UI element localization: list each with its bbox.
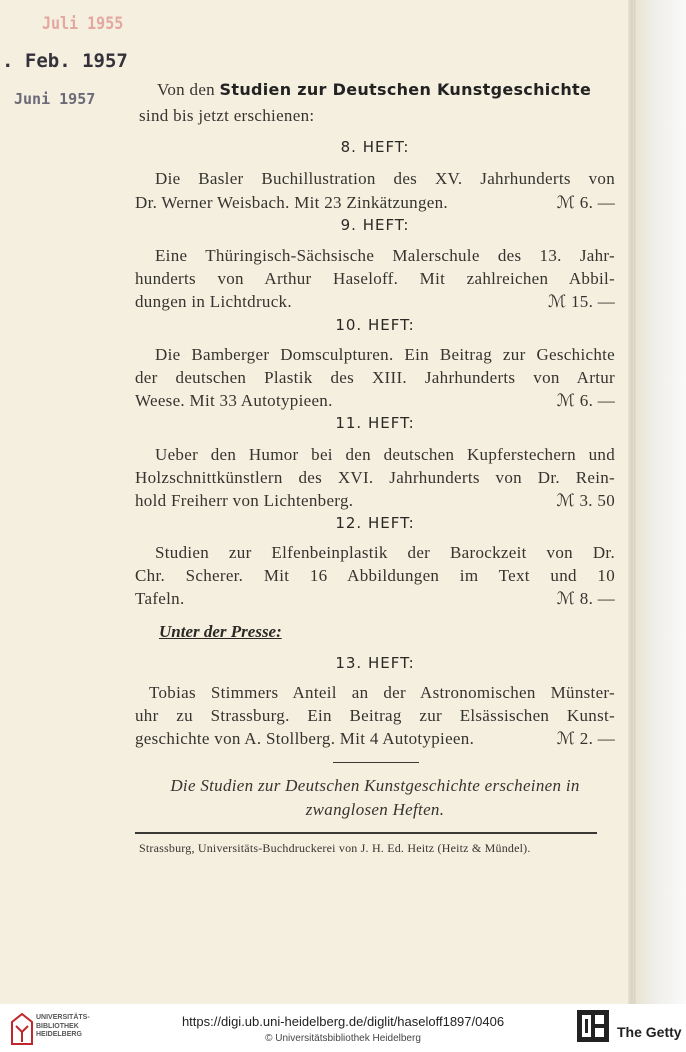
series-title: Studien zur Deutschen Kunstgeschichte [219, 80, 592, 99]
getty-name: The Getty [617, 1024, 682, 1040]
heft-9-price: ℳ 15. — [547, 292, 615, 311]
unter-der-presse-heading: Unter der Presse: [159, 622, 282, 641]
heft-10-text: Weese. Mit 33 Autotypieen. [135, 391, 333, 410]
heft-12-text: Tafeln. [135, 589, 185, 608]
imprint-rule [135, 832, 597, 834]
heft-11-line: Holzschnittkünstlern des XVI. Jahrhunderts von Dr. Rein- [135, 468, 615, 487]
imprint: Strassburg, Universitäts-Buchdruckerei von J. H. Ed. Heitz (Heitz & Mündel). [139, 841, 531, 855]
stamp-feb-1957: . Feb. 1957 [2, 50, 128, 72]
closing-line-2: zwanglosen Heften. [305, 800, 445, 819]
heft-11-price: ℳ 3. 50 [556, 491, 615, 510]
divider-short [333, 762, 419, 763]
heft-8-price: ℳ 6. — [556, 193, 615, 212]
heft-11-heading: 11. HEFT: [335, 414, 415, 432]
intro-prefix: Von den [157, 80, 215, 99]
heft-12-line: Chr. Scherer. Mit 16 Abbildungen im Text und 10 [135, 566, 615, 585]
heft-9-last-line [135, 292, 615, 312]
heft-13-price: ℳ 2. — [556, 729, 615, 748]
intro-line-2: sind bis jetzt erschienen: [139, 106, 315, 125]
heft-12-last-line [135, 589, 615, 609]
heft-13-last-line [135, 729, 615, 749]
getty-logo-icon [577, 1010, 609, 1042]
ub-name-line: HEIDELBERG [36, 1031, 82, 1038]
heft-10-last-line [135, 391, 615, 411]
closing-line-1: Die Studien zur Deutschen Kunstgeschichte erscheinen in [170, 776, 580, 795]
heft-11-line: Ueber den Humor bei den deutschen Kupferstechern und [155, 445, 615, 464]
heft-13-line: uhr zu Strassburg. Ein Beitrag zur Elsässischen Kunst- [135, 706, 615, 725]
heft-10-line: Die Bamberger Domsculpturen. Ein Beitrag zur Geschichte [155, 345, 615, 364]
heft-9-text: dungen in Lichtdruck. [135, 292, 292, 311]
getty-logo[interactable] [577, 1010, 609, 1047]
heft-13-text: geschichte von A. Stollberg. Mit 4 Autotypieen. [135, 729, 475, 748]
page-edge [634, 0, 686, 1004]
ub-name-line: UNIVERSITÄTS- [36, 1014, 90, 1021]
heft-10-line: der deutschen Plastik des XIII. Jahrhunderts von Artur [135, 368, 615, 387]
permalink[interactable]: https://digi.ub.uni-heidelberg.de/diglit/haseloff1897/0406 [181, 1014, 505, 1029]
heft-9-line: hunderts von Arthur Haseloff. Mit zahlreichen Abbil- [135, 269, 615, 288]
heft-13-heading: 13. HEFT: [335, 654, 415, 672]
intro-line-1 [157, 80, 617, 100]
viewer-footer [0, 1004, 686, 1052]
heft-12-line: Studien zur Elfenbeinplastik der Barockzeit von Dr. [155, 543, 615, 562]
heft-8-last-line [135, 193, 615, 213]
copyright: © Universitätsbibliothek Heidelberg [265, 1033, 421, 1044]
heft-9-heading: 9. HEFT: [340, 216, 410, 234]
heft-11-last-line [135, 491, 615, 511]
page-fold-shadow [628, 0, 636, 1004]
heft-12-price: ℳ 8. — [556, 589, 615, 608]
heft-8-text: Dr. Werner Weisbach. Mit 23 Zinkätzungen. [135, 193, 448, 212]
heft-10-heading: 10. HEFT: [335, 316, 415, 334]
heft-8-heading: 8. HEFT: [340, 138, 410, 156]
stamp-juni-1957: Juni 1957 [14, 90, 96, 108]
heft-9-line: Eine Thüringisch-Sächsische Malerschule des 13. Jahr- [155, 246, 615, 265]
heft-10-price: ℳ 6. — [556, 391, 615, 410]
heft-8-line: Die Basler Buchillustration des XV. Jahrhunderts von [155, 169, 615, 188]
heft-13-line: Tobias Stimmers Anteil an der Astronomischen Münster- [149, 683, 615, 702]
stamp-juli-1955: Juli 1955 [42, 12, 124, 34]
heft-12-heading: 12. HEFT: [335, 514, 415, 532]
ub-name-line: BIBLIOTHEK [36, 1022, 79, 1030]
heft-11-text: hold Freiherr von Lichtenberg. [135, 491, 354, 510]
